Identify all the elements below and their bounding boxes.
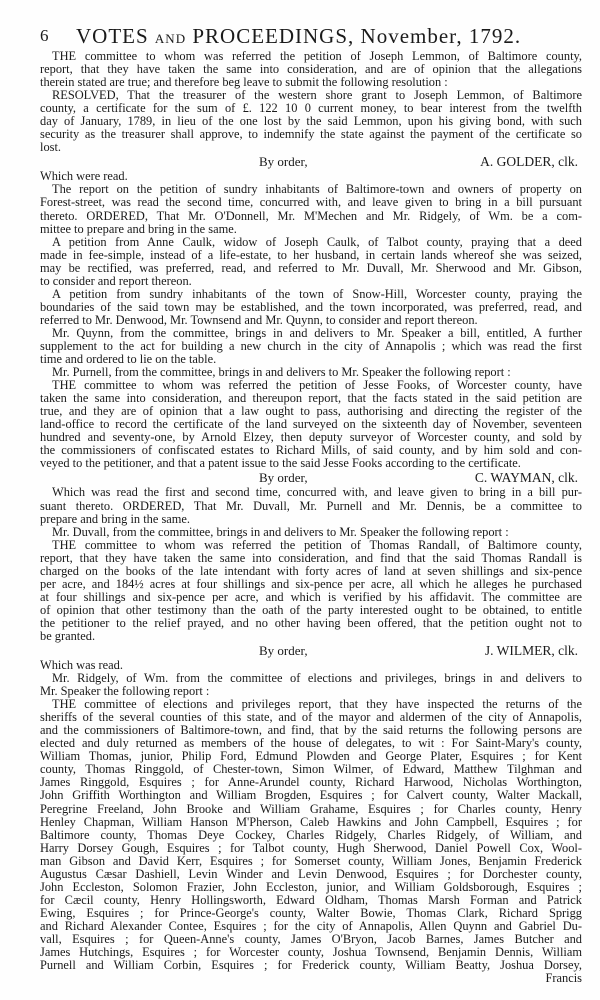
text-line: A petition from sundry inhabitants of the town of Snow-Hill, Worcester county, praying the bbox=[52, 286, 582, 301]
text-line: county, Thomas Ringgold, of Chester-town, Simon Wilmer, of Edward, Matthew Tilghman and bbox=[40, 762, 582, 777]
signature-line bbox=[40, 154, 582, 170]
text-line: Forest-street, was read the second time, concurred with, and leave given to bring in a bill pursuant bbox=[40, 195, 582, 210]
clerk-signature: A. GOLDER, clk. bbox=[480, 154, 578, 170]
text-line: Mr. Ridgely, of Wm. from the committee of elections and privileges, brings in and delivers to bbox=[52, 671, 582, 686]
text-line: made in fee-simple, instead of a life-estate, to her husband, in certain lands whereof she was seized, bbox=[40, 247, 582, 262]
text-line: elected and duly returned as members of the house of delegates, to wit : For Saint-Mary's county, bbox=[40, 736, 582, 751]
text-line: A petition from Anne Caulk, widow of Joseph Caulk, of Talbot county, praying that a deed bbox=[52, 234, 582, 249]
text-line: of opinion that other testimony than the oath of the party interested ought to be obtained, to entitle bbox=[40, 602, 582, 617]
text-line: report, that they have taken the same into consideration, and find that the said Thomas Randall is bbox=[40, 550, 582, 565]
text-line: Harry Dorsey Gough, Esquires ; for Talbot county, Hugh Sherwood, Daniel Powell Cox, Wool- bbox=[40, 840, 582, 855]
by-order-text: By order, bbox=[259, 154, 308, 170]
text-line: mittee to prepare and bring in the same. bbox=[40, 221, 237, 236]
text-line: John Griffith Worthington and William Brogden, Esquires ; for Calvert county, Walter Mackall, bbox=[40, 788, 582, 803]
text-line: and the commissioners of Baltimore-town, and find, that by the said returns the following persons are bbox=[40, 723, 582, 738]
text-line: Mr. Quynn, from the committee, brings in and delivers to Mr. Speaker a bill, entitled, A further bbox=[52, 325, 582, 340]
text-line: suant thereto. ORDERED, That Mr. Duvall, Mr. Purnell and Mr. Dennis, be a committee to bbox=[40, 498, 582, 513]
text-line: referred to Mr. Denwood, Mr. Townsend and Mr. Quynn, to consider and report thereon. bbox=[40, 312, 478, 327]
signature-line bbox=[40, 470, 582, 486]
text-line: and Richard Alexander Contee, Esquires ; for the city of Annapolis, Allen Quynn and Gabriel Du- bbox=[40, 918, 582, 933]
text-line: to consider and report thereon. bbox=[40, 273, 192, 288]
text-line: may be rectified, was preferred, read, and referred to Mr. Duvall, Mr. Sherwood and Mr. Gibson, bbox=[40, 260, 582, 275]
text-line: THE committee to whom was referred the petition of Thomas Randall, of Baltimore county, bbox=[52, 537, 582, 552]
text-line: Baltimore county, Thomas Deye Cockey, Charles Ridgely, Charles Ridgely, of William, and bbox=[40, 827, 582, 842]
text-line: security as the treasurer shall approve, to indemnify the state against the payment of the certificate so bbox=[40, 127, 582, 142]
title-votes: VOTES bbox=[76, 24, 149, 48]
text-line: charged on the books of the late intendant with forty acres of land at seven shillings and six-pence bbox=[40, 563, 582, 578]
title-and: AND bbox=[154, 31, 187, 46]
text-line: James Hutchings, Esquires ; for Worcester county, Joshua Townsend, Benjamin Dennis, William bbox=[40, 945, 582, 960]
text-line: per acre, and 184½ acres at four shillings and six-pence per acre, all which he alleges he purchased bbox=[40, 576, 582, 591]
text-line: lost. bbox=[40, 140, 61, 155]
text-line: day of January, 1789, in lieu of the one lost by the said Lemmon, upon his giving bond, with such bbox=[40, 114, 582, 129]
text-line: man Gibson and David Kerr, Esquires ; for Somerset county, William Jones, Benjamin Frederick bbox=[40, 853, 582, 868]
text-line: THE committee to whom was referred the petition of Joseph Lemmon, of Baltimore county, bbox=[52, 49, 582, 63]
text-line: prepare and bring in the same. bbox=[40, 511, 191, 526]
text-line: be granted. bbox=[40, 628, 96, 643]
text-line: at four shillings and six-pence per acre, and which is verified by his affidavit. The committee are bbox=[40, 589, 582, 604]
text-line: The report on the petition of sundry inhabitants of Baltimore-town and owners of property on bbox=[52, 182, 582, 197]
text-line: vall, Esquires ; for Queen-Anne's county, James O'Bryon, Jacob Barnes, James Butcher and bbox=[40, 932, 582, 946]
text-line: Francis bbox=[545, 971, 582, 986]
text-line: taken the same into consideration, and thereupon report, that the facts stated in the said petition are bbox=[40, 391, 582, 406]
text-line: supplement to the act for building a new church in the city of Annapolis ; which was read the first bbox=[40, 338, 582, 353]
text-line: veyed to the petitioner, and that a patent issue to the said Jesse Fooks according to the certificate. bbox=[40, 456, 521, 471]
text-line: Ewing, Esquires ; for Prince-George's county, Walter Bowie, Thomas Clark, Richard Sprigg bbox=[40, 905, 582, 920]
text-line: boundaries of the said town may be established, and the town incorporated, was preferred, read, and bbox=[40, 299, 582, 314]
text-line: report, that they have taken the same into consideration, and are of opinion that the allegations bbox=[40, 62, 582, 77]
text-line: thereto. ORDERED, That Mr. O'Donnell, Mr. M'Mechen and Mr. Ridgely, of Wm. be a com- bbox=[40, 208, 582, 223]
page-title bbox=[76, 24, 521, 49]
text-line: Mr. Duvall, from the committee, brings in and delivers to Mr. Speaker the following report : bbox=[52, 524, 509, 539]
text-line: county, a certificate for the sum of £. 122 10 0 current money, to bear interest from the twelfth bbox=[40, 101, 582, 116]
text-line: the petitioner to the relief prayed, and no other having been offered, that the petition ought not to bbox=[40, 615, 582, 630]
text-line: James Ringgold, Esquires ; for Anne-Arundel county, Richard Harwood, Nicholas Worthington, bbox=[40, 775, 582, 790]
text-line: Mr. Speaker the following report : bbox=[40, 684, 210, 699]
text-line: hundred and seventy-one, by Arnold Elzey, then deputy surveyor of Worcester county, and sold by bbox=[40, 430, 582, 445]
running-header bbox=[40, 24, 582, 50]
document-body bbox=[40, 50, 582, 985]
text-line: for Cæcil county, Henry Hollingsworth, Edward Oldham, Thomas Marsh Forman and Patrick bbox=[40, 892, 582, 907]
text-line: therein stated are true; and therefore beg leave to submit the following resolution : bbox=[40, 75, 448, 90]
text-line: true, and they are of opinion that a law ought to pass, authorising and directing the register of the bbox=[40, 404, 582, 419]
by-order-text: By order, bbox=[259, 470, 308, 486]
text-line: Which was read the first and second time, concurred with, and leave given to bring in a bill pur- bbox=[52, 485, 582, 500]
text-line: the commissioners of confiscated estates to Richard Mills, of said county, and by him sold and con- bbox=[40, 443, 582, 458]
text-line: RESOLVED, That the treasurer of the western shore grant to Joseph Lemmon, of Baltimore bbox=[52, 88, 582, 103]
text-line: Which were read. bbox=[40, 169, 128, 184]
text-line: sheriffs of the several counties of this state, and of the mayor and aldermen of the city of Annapolis, bbox=[40, 710, 582, 725]
text-line: Henley Chapman, William Hanson M'Pherson, Caleb Hawkins and John Campbell, Esquires ; for bbox=[40, 814, 582, 829]
text-line: Peregrine Freeland, John Brooke and William Grahame, Esquires ; for Charles county, Henry bbox=[40, 801, 582, 816]
text-line: Purnell and William Corbin, Esquires ; for Frederick county, William Beatty, Joshua Dorsey, bbox=[40, 958, 582, 973]
title-proceedings: PROCEEDINGS, November, 1792. bbox=[192, 24, 522, 48]
by-order-text: By order, bbox=[259, 643, 308, 659]
clerk-signature: C. WAYMAN, clk. bbox=[474, 470, 578, 486]
text-line: THE committee to whom was referred the petition of Jesse Fooks, of Worcester county, have bbox=[52, 378, 582, 393]
signature-line bbox=[40, 643, 582, 659]
text-line: Mr. Purnell, from the committee, brings in and delivers to Mr. Speaker the following report : bbox=[52, 365, 511, 380]
clerk-signature: J. WILMER, clk. bbox=[484, 643, 578, 659]
text-line: Augustus Cæsar Dashiell, Levin Winder and Levin Denwood, Esquires ; for Dorchester county, bbox=[40, 866, 582, 881]
text-line: time and ordered to lie on the table. bbox=[40, 352, 217, 367]
text-line: William Thomas, junior, Philip Ford, Edmund Plowden and George Plater, Esquires ; for Kent bbox=[40, 749, 582, 764]
text-line: John Eccleston, Solomon Frazier, John Eccleston, junior, and William Goldsborough, Esquires ; bbox=[40, 879, 582, 894]
text-line: land-office to record the certificate of the land surveyed on the sixteenth day of November, seventeen bbox=[40, 417, 582, 432]
page-number: 6 bbox=[40, 26, 50, 45]
text-line: Which was read. bbox=[40, 658, 123, 673]
text-line: THE committee of elections and privileges report, that they have inspected the returns of the bbox=[52, 697, 582, 712]
